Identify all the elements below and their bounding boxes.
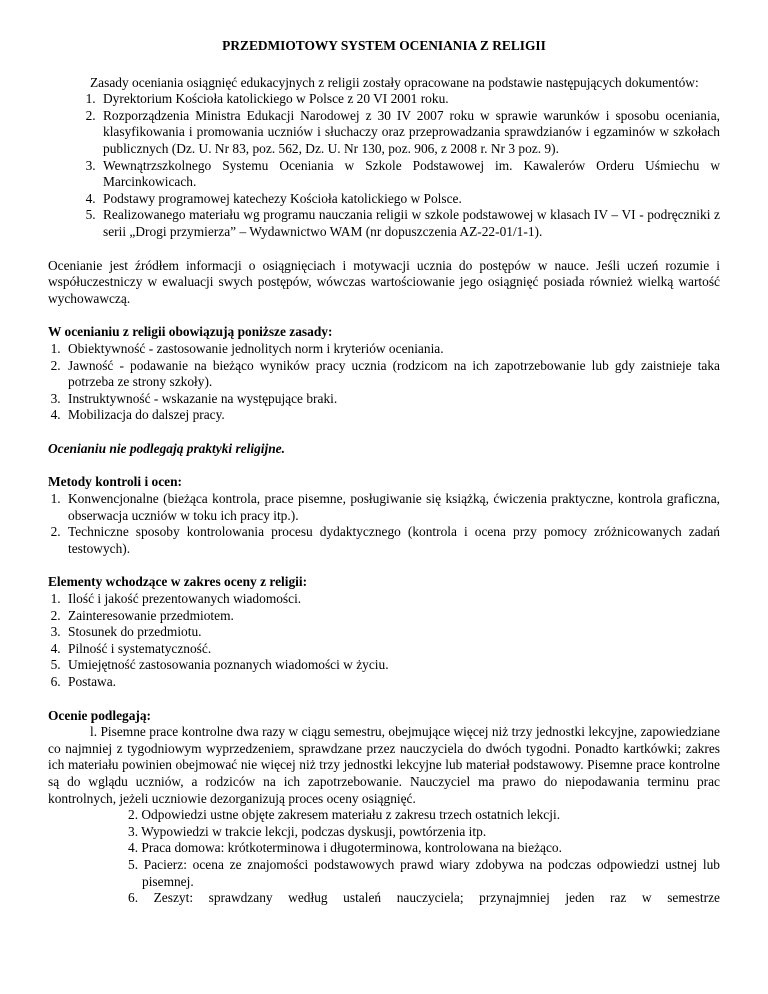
graded-item: 3. Wypowiedzi w trakcie lekcji, podczas dyskusji, powtórzenia itp. bbox=[128, 823, 487, 839]
methods-heading: Metody kontroli i ocen: bbox=[48, 474, 183, 490]
graded-item: l. Pisemne prace kontrolne dwa razy w ciągu semestru, obejmujące więcej niż trzy jednostki lekcyjne, zapowiedziane co najmniej z tygodniowym wyprzedzeniem, sprawdzane przez nauczyciela do dwóch tygodni. Ponadto kartkówki; zakres ich materiału powinien obejmować nie więcej niż trzy jednostki lekcyjne lub materiał podstawowy. Pisemne prace kontrolne są do wglądu uczniów, a rodziców na ich zapotrzebowanie. Nauczyciel ma prawo do niepodawania terminu prac kontrolnych, jeżeli uczniowie dezorganizują proces oceny osiągnięć. bbox=[48, 724, 720, 806]
list-item: 2. Techniczne sposoby kontrolowania procesu dydaktycznego (kontrola i ocena przy pomocy zróżnicowanych zadań testowych). bbox=[64, 524, 720, 557]
graded-item: 6. Zeszyt: sprawdzany według ustaleń nauczyciela; przynajmniej jeden raz w semestrze bbox=[128, 890, 720, 906]
page-title: PRZEDMIOTOWY SYSTEM OCENIANIA Z RELIGII bbox=[222, 38, 546, 53]
graded-item: 2. Odpowiedzi ustne objęte zakresem materiału z zakresu trzech ostatnich lekcji. bbox=[128, 807, 561, 823]
graded-item: 5. Pacierz: ocena ze znajomości podstawowych prawd wiary zdobywa na podczas odpowiedzi ustnej lub pisemnej. bbox=[128, 856, 720, 889]
list-item: 6. Postawa. bbox=[64, 674, 720, 691]
assessment-paragraph: Ocenianie jest źródłem informacji o osiągnięciach i motywacji ucznia do postępów w nauce. Jeśli uczeń rozumie i współuczestniczy w ewaluacji swych postępów, wówczas wartościowanie jego osiągnięć posiada również wielką wartość wychowawczą. bbox=[48, 257, 720, 306]
list-item: 4. Mobilizacja do dalszej pracy. bbox=[64, 407, 720, 424]
rules-list bbox=[48, 341, 720, 424]
list-item: 1. Konwencjonalne (bieżąca kontrola, prace pisemne, posługiwanie się książką, ćwiczenia praktyczne, kontrola graficzna, obserwacja uczniów w toku ich pracy itp.). bbox=[64, 491, 720, 524]
list-item: 2. Rozporządzenia Ministra Edukacji Narodowej z 30 IV 2007 roku w sprawie warunków i sposobu oceniania, klasyfikowania i promowania uczniów i słuchaczy oraz przeprowadzania sprawdzianów i egzaminów w szkołach publicznych (Dz. U. Nr 83, poz. 562, Dz. U. Nr 130, poz. 906, z 2008 r. Nr 3 poz. 9). bbox=[99, 108, 720, 158]
list-item: 2. Jawność - podawanie na bieżąco wyników pracy ucznia (rodzicom na ich zapotrzebowanie lub gdy zaistnieje taka potrzeba ze strony szkoły). bbox=[64, 358, 720, 391]
elements-list bbox=[48, 591, 720, 691]
list-item: 4. Podstawy programowej katechezy Kościoła katolickiego w Polsce. bbox=[99, 191, 720, 208]
rules-heading: W ocenianiu z religii obowiązują poniższe zasady: bbox=[48, 324, 333, 340]
list-item: 4. Pilność i systematyczność. bbox=[64, 641, 720, 658]
list-item: 5. Umiejętność zastosowania poznanych wiadomości w życiu. bbox=[64, 657, 720, 674]
list-item: 1. Obiektywność - zastosowanie jednolitych norm i kryteriów oceniania. bbox=[64, 341, 720, 358]
list-item: 3. Instruktywność - wskazanie na występujące braki. bbox=[64, 391, 720, 408]
intro-paragraph: Zasady oceniania osiągnięć edukacyjnych z religii zostały opracowane na podstawie następujących dokumentów: bbox=[90, 74, 699, 90]
list-item: 5. Realizowanego materiału wg programu nauczania religii w szkole podstawowej w klasach IV – VI - podręczniki z serii „Drogi przymierza” – Wydawnictwo WAM (nr dopuszczenia AZ-22-01/1-1). bbox=[99, 207, 720, 240]
list-item: 3. Wewnątrzszkolnego Systemu Oceniania w Szkole Podstawowej im. Kawalerów Orderu Uśmiechu w Marcinkowicach. bbox=[99, 158, 720, 191]
list-item: 2. Zainteresowanie przedmiotem. bbox=[64, 608, 720, 625]
graded-heading: Ocenie podlegają: bbox=[48, 707, 152, 723]
documents-list bbox=[48, 91, 720, 240]
elements-heading: Elementy wchodzące w zakres oceny z religii: bbox=[48, 574, 308, 590]
graded-item: 4. Praca domowa: krótkoterminowa i długoterminowa, kontrolowana na bieżąco. bbox=[128, 840, 562, 856]
list-item: 3. Stosunek do przedmiotu. bbox=[64, 624, 720, 641]
list-item: 1. Ilość i jakość prezentowanych wiadomości. bbox=[64, 591, 720, 608]
methods-list bbox=[48, 491, 720, 557]
no-grading-note: Ocenianiu nie podlegają praktyki religijne. bbox=[48, 440, 285, 456]
list-item: 1. Dyrektorium Kościoła katolickiego w Polsce z 20 VI 2001 roku. bbox=[99, 91, 720, 108]
